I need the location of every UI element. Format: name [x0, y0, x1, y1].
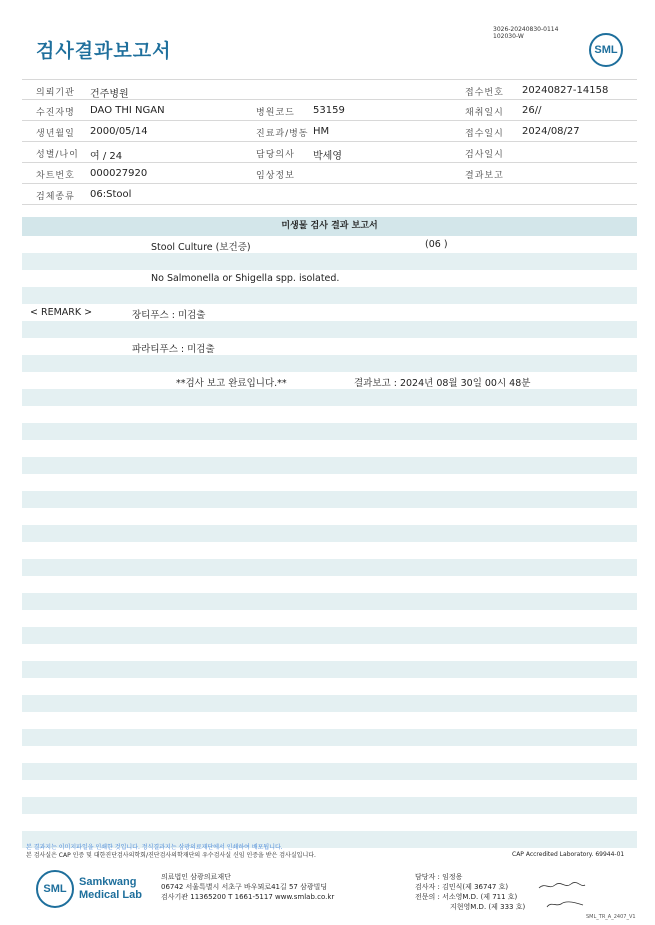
logo-line1: Samkwang [79, 876, 137, 888]
staff-manager: 담당자 : 임정용 [415, 873, 463, 881]
info-label: 진료과/병동 [256, 129, 309, 139]
sml-logo-icon: SML [589, 33, 623, 67]
info-label: 의뢰기관 [36, 88, 75, 98]
sml-logo-icon: SML [36, 870, 74, 908]
info-label: 검사일시 [465, 150, 504, 160]
info-value: 2000/05/14 [90, 126, 148, 137]
info-value: DAO THI NGAN [90, 105, 165, 116]
info-label: 결과보고 [465, 171, 504, 181]
info-value: 20240827-14158 [522, 85, 609, 96]
info-value: 박세영 [313, 151, 342, 162]
info-label: 성별/나이 [36, 150, 79, 160]
info-value: 2024/08/27 [522, 126, 580, 137]
info-value: 06:Stool [90, 189, 132, 200]
info-row [22, 121, 637, 142]
staff-specialist2: 지현영M.D. (제 333 호) [450, 903, 526, 911]
logo-line2: Medical Lab [79, 889, 142, 901]
test-result: No Salmonella or Shigella spp. isolated. [151, 273, 340, 284]
info-label: 차트번호 [36, 171, 75, 181]
lab-contact: 검사기관 11365200 T 1661-5117 www.smlab.co.kr [161, 893, 335, 901]
test-code: (06 ) [425, 239, 448, 250]
info-row [22, 142, 637, 163]
info-value: 여 / 24 [90, 151, 123, 162]
document-id-line1: 3026-20240830-0114 [493, 26, 559, 33]
info-value: 건주병원 [90, 89, 129, 100]
report-body [22, 236, 637, 852]
document-id [493, 26, 558, 40]
info-label: 접수번호 [465, 88, 504, 98]
info-label: 채취일시 [465, 108, 504, 118]
accreditation-notice: 본 검사실은 CAP 인증 및 대한진단검사의학회/진단검사의학재단의 우수검사실 신임 인증을 받은 검사실입니다. [26, 852, 316, 859]
result-report [22, 217, 637, 852]
footer-logo [36, 870, 142, 908]
staff-info [415, 872, 525, 912]
remark-label: < REMARK > [30, 307, 93, 318]
print-notice: 본 결과지는 이미지파일을 인쇄한 것입니다. 정식결과지는 삼광의료재단에서 인쇄하여 배포됩니다. [26, 844, 283, 851]
info-label: 수진자명 [36, 108, 75, 118]
info-label: 임상정보 [256, 171, 295, 181]
lab-name: 의료법인 삼광의료재단 [161, 873, 231, 881]
document-id-line2: 102030-W [493, 33, 524, 40]
patient-info-table [22, 79, 637, 205]
remark-paratyphoid: 파라티푸스 : 미검출 [132, 344, 215, 355]
signature-icon [545, 898, 585, 910]
staff-specialist: 전문의 : 서소영M.D. (제 711 호) [415, 893, 518, 901]
info-value: HM [313, 126, 330, 137]
remark-typhoid: 장티푸스 : 미검출 [132, 310, 206, 321]
info-row [22, 100, 637, 121]
info-label: 접수일시 [465, 129, 504, 139]
info-label: 담당의사 [256, 150, 295, 160]
info-row [22, 79, 637, 100]
test-name: Stool Culture (보건증) [151, 242, 251, 253]
lab-address: 06742 서울특별시 서초구 바우뫼로41길 57 삼광빌딩 [161, 883, 328, 891]
info-value: 000027920 [90, 168, 148, 179]
info-row [22, 184, 637, 205]
info-label: 생년월일 [36, 129, 75, 139]
lab-info [161, 872, 334, 902]
staff-tester: 검사자 : 김민식(제 36747 호) [415, 883, 509, 891]
cap-accreditation: CAP Accredited Laboratory. 69944-01 [512, 851, 625, 858]
logo-wordmark [79, 876, 142, 902]
info-label: 검체종류 [36, 192, 75, 202]
info-label: 병원코드 [256, 108, 295, 118]
report-complete: **검사 보고 완료입니다.** [176, 378, 287, 389]
page-title: 검사결과보고서 [36, 40, 172, 62]
info-row [22, 163, 637, 184]
info-value: 26// [522, 105, 542, 116]
info-value: 53159 [313, 105, 345, 116]
report-time: 결과보고 : 2024년 08월 30일 00시 48분 [354, 378, 531, 389]
signature-icon [537, 880, 587, 892]
form-code: SML_TR_A_2407_V1 [586, 914, 636, 920]
report-heading: 미생물 검사 결과 보고서 [22, 217, 637, 236]
